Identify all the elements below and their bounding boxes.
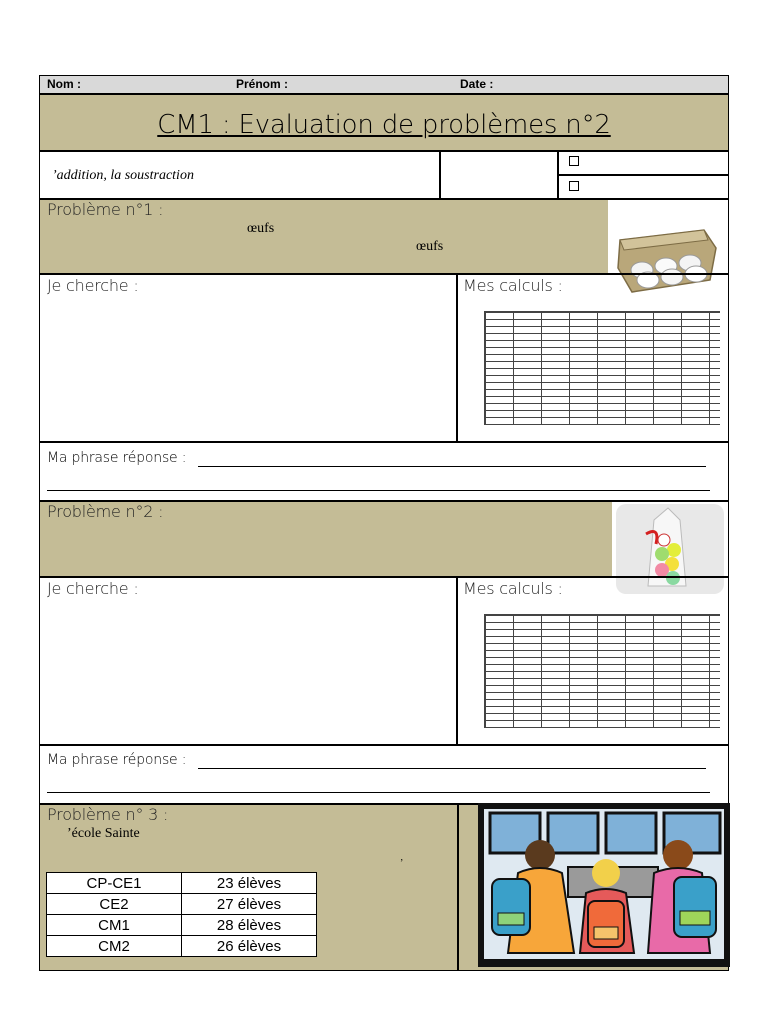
divider [40, 150, 728, 152]
answer-label-text: Ma phrase réponse : [47, 752, 187, 768]
header-row [40, 76, 728, 93]
divider [40, 273, 728, 275]
problem1-search-label: Je cherche : [47, 276, 139, 295]
divider [40, 744, 728, 746]
problem1-calc-grid[interactable] [484, 311, 720, 425]
class-cell: CM1 [47, 915, 182, 936]
answer-line[interactable] [198, 768, 706, 769]
divider [439, 151, 441, 198]
problem2-title: Problème n°2 : [47, 502, 164, 521]
class-cell: CP-CE1 [47, 873, 182, 894]
problem1-text-line1: œufs [247, 221, 275, 236]
subject-text: ’addition, la soustraction [52, 168, 194, 183]
students-cell: 26 élèves [182, 936, 317, 957]
divider [457, 805, 459, 970]
egg-carton-icon [612, 218, 722, 296]
problem3-text-mark: ’ [400, 858, 404, 869]
answer-label-text: Ma phrase réponse : [47, 450, 187, 466]
problem3-text-line1: ’école Sainte [67, 826, 140, 841]
students-cell: 23 élèves [182, 873, 317, 894]
divider [456, 577, 458, 744]
problem1-answer-label [47, 450, 186, 466]
class-table [46, 872, 317, 957]
answer-line[interactable] [47, 792, 710, 793]
candy-bag-icon [616, 504, 724, 594]
nom-label: Nom : [47, 77, 81, 91]
problem3-title: Problème n° 3 : [47, 805, 169, 824]
divider [456, 274, 458, 441]
problem1-text-line2: œufs [416, 239, 444, 254]
page-title: CM1 : Evaluation de problèmes n°2 [157, 110, 611, 140]
problem2-calc-label: Mes calculs : [463, 579, 563, 598]
checkbox-1[interactable] [569, 156, 579, 166]
schoolchildren-icon [478, 803, 730, 967]
table-row [47, 915, 317, 936]
problem1-calc-label: Mes calculs : [463, 276, 563, 295]
problem2-search-label: Je cherche : [47, 579, 139, 598]
divider [558, 174, 728, 176]
students-cell: 27 élèves [182, 894, 317, 915]
problem2-calc-grid[interactable] [484, 614, 720, 728]
class-cell: CE2 [47, 894, 182, 915]
table-row [47, 936, 317, 957]
problem1-title: Problème n°1 : [47, 200, 164, 219]
table-row [47, 894, 317, 915]
class-cell: CM2 [47, 936, 182, 957]
answer-line[interactable] [198, 466, 706, 467]
problem2-answer-label [47, 752, 186, 768]
divider [40, 441, 728, 443]
students-cell: 28 élèves [182, 915, 317, 936]
table-row [47, 873, 317, 894]
divider [40, 576, 728, 578]
answer-line[interactable] [47, 490, 710, 491]
date-label: Date : [460, 77, 494, 91]
checkbox-2[interactable] [569, 181, 579, 191]
prenom-label: Prénom : [236, 77, 289, 91]
